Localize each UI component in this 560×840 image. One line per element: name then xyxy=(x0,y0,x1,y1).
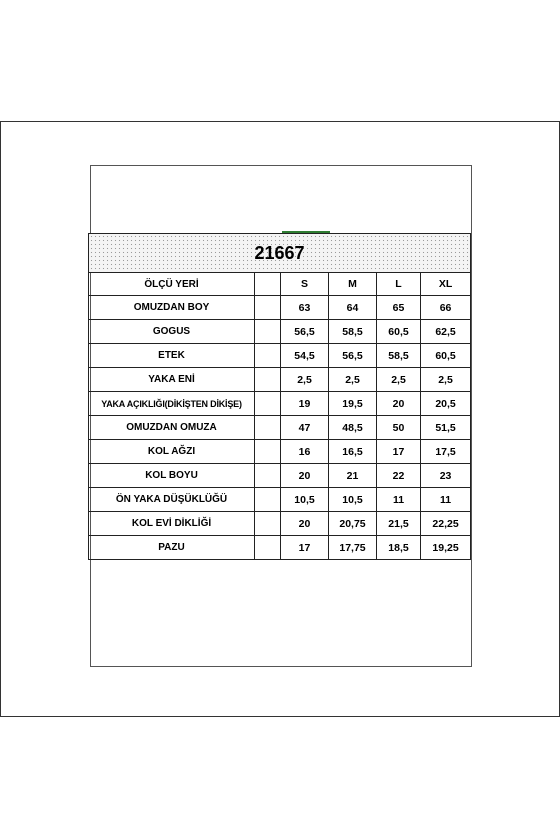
table-row xyxy=(89,296,471,320)
measurement-value: 10,5 xyxy=(281,488,329,512)
measurement-label: OMUZDAN OMUZA xyxy=(89,416,255,440)
measurement-label: KOL AĞZI xyxy=(89,440,255,464)
table-row xyxy=(89,440,471,464)
size-header-s: S xyxy=(281,273,329,296)
measurement-value: 22 xyxy=(377,464,421,488)
measurement-value: 20 xyxy=(281,512,329,536)
measurement-value: 23 xyxy=(421,464,471,488)
measurement-value: 22,25 xyxy=(421,512,471,536)
measurement-value: 19 xyxy=(281,392,329,416)
measurement-label: KOL EVİ DİKLİĞİ xyxy=(89,512,255,536)
measurement-value: 20 xyxy=(281,464,329,488)
measurement-label: OMUZDAN BOY xyxy=(89,296,255,320)
size-header-xl: XL xyxy=(421,273,471,296)
measurement-value: 20 xyxy=(377,392,421,416)
measurement-value: 50 xyxy=(377,416,421,440)
measurement-value: 21,5 xyxy=(377,512,421,536)
size-header-m: M xyxy=(329,273,377,296)
title-row xyxy=(89,234,471,273)
measurement-label: ÖN YAKA DÜŞÜKLÜĞÜ xyxy=(89,488,255,512)
measurement-value: 17,5 xyxy=(421,440,471,464)
header-label: ÖLÇÜ YERİ xyxy=(89,273,255,296)
measurement-value: 66 xyxy=(421,296,471,320)
measurement-value: 47 xyxy=(281,416,329,440)
table-row xyxy=(89,416,471,440)
spacer-cell xyxy=(255,488,281,512)
spacer-cell xyxy=(255,440,281,464)
measurement-value: 58,5 xyxy=(377,344,421,368)
spacer-cell xyxy=(255,273,281,296)
measurement-value: 16 xyxy=(281,440,329,464)
spacer-cell xyxy=(255,296,281,320)
measurement-value: 60,5 xyxy=(421,344,471,368)
measurement-value: 2,5 xyxy=(377,368,421,392)
table-row xyxy=(89,488,471,512)
spacer-cell xyxy=(255,368,281,392)
table-row xyxy=(89,512,471,536)
measurement-value: 60,5 xyxy=(377,320,421,344)
measurement-value: 21 xyxy=(329,464,377,488)
measurement-value: 64 xyxy=(329,296,377,320)
spacer-cell xyxy=(255,512,281,536)
measurement-label: GOGUS xyxy=(89,320,255,344)
measurement-value: 54,5 xyxy=(281,344,329,368)
measurement-value: 18,5 xyxy=(377,536,421,560)
measurement-value: 16,5 xyxy=(329,440,377,464)
measurement-value: 56,5 xyxy=(281,320,329,344)
model-code: 21667 xyxy=(89,234,471,273)
measurement-value: 48,5 xyxy=(329,416,377,440)
measurement-label: YAKA ENİ xyxy=(89,368,255,392)
measurement-value: 17,75 xyxy=(329,536,377,560)
measurement-value: 58,5 xyxy=(329,320,377,344)
table-row xyxy=(89,368,471,392)
measurement-value: 51,5 xyxy=(421,416,471,440)
table-row xyxy=(89,392,471,416)
measurement-value: 11 xyxy=(377,488,421,512)
measurement-label: YAKA AÇIKLIĞI(DİKİŞTEN DİKİŞE) xyxy=(89,392,255,416)
measurement-label: PAZU xyxy=(89,536,255,560)
measurement-value: 65 xyxy=(377,296,421,320)
table-row xyxy=(89,320,471,344)
measurement-value: 20,5 xyxy=(421,392,471,416)
measurement-value: 20,75 xyxy=(329,512,377,536)
table-row xyxy=(89,464,471,488)
size-chart-table xyxy=(88,233,471,560)
measurement-value: 19,5 xyxy=(329,392,377,416)
measurement-label: KOL BOYU xyxy=(89,464,255,488)
table-row xyxy=(89,536,471,560)
measurement-value: 63 xyxy=(281,296,329,320)
measurement-value: 2,5 xyxy=(421,368,471,392)
spacer-cell xyxy=(255,416,281,440)
spacer-cell xyxy=(255,464,281,488)
size-header-l: L xyxy=(377,273,421,296)
measurement-value: 19,25 xyxy=(421,536,471,560)
spacer-cell xyxy=(255,344,281,368)
measurement-label: ETEK xyxy=(89,344,255,368)
measurement-value: 17 xyxy=(377,440,421,464)
measurement-value: 2,5 xyxy=(329,368,377,392)
measurement-value: 17 xyxy=(281,536,329,560)
measurement-value: 62,5 xyxy=(421,320,471,344)
measurement-value: 56,5 xyxy=(329,344,377,368)
measurement-value: 2,5 xyxy=(281,368,329,392)
header-row xyxy=(89,273,471,296)
measurement-value: 10,5 xyxy=(329,488,377,512)
spacer-cell xyxy=(255,320,281,344)
spacer-cell xyxy=(255,392,281,416)
table-row xyxy=(89,344,471,368)
spacer-cell xyxy=(255,536,281,560)
measurement-value: 11 xyxy=(421,488,471,512)
